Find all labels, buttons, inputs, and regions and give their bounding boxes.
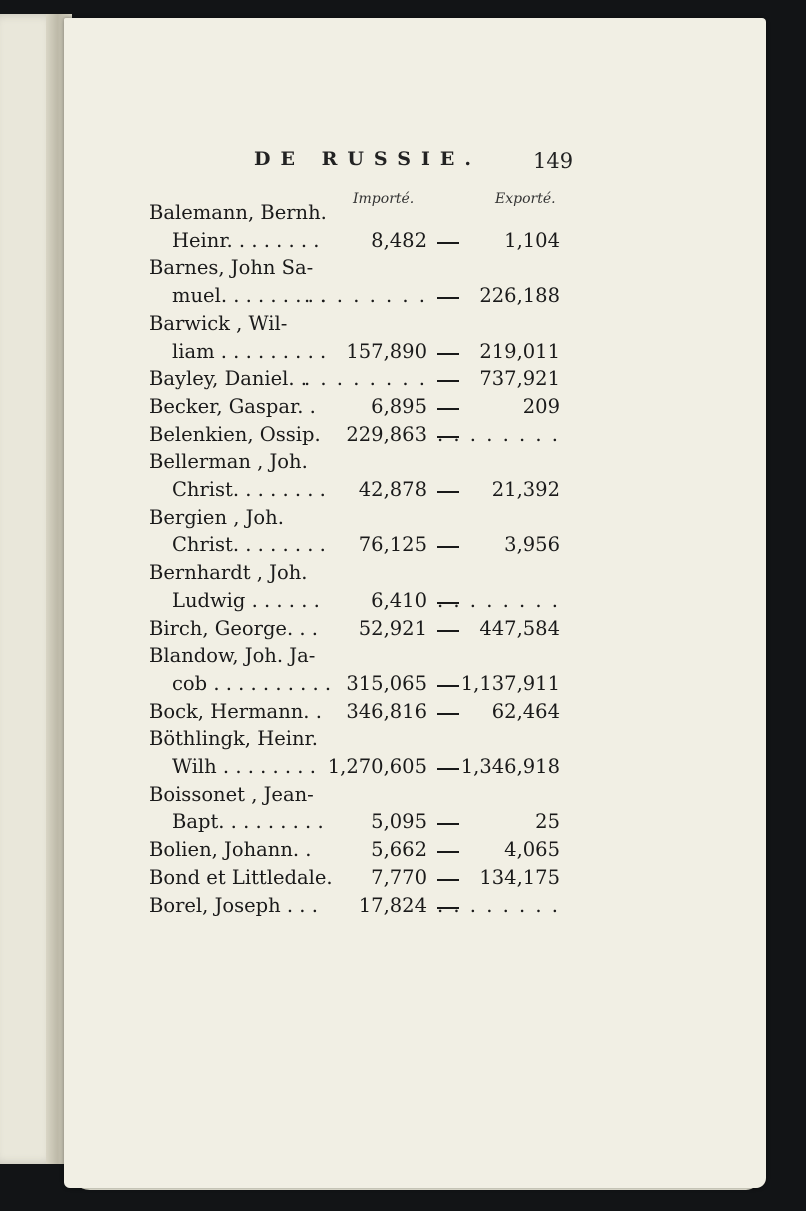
merchant-name: Christ. . . . . . . . (172, 478, 326, 501)
entry-name-line (0, 644, 806, 672)
merchant-name: Bolien, Johann. . (149, 838, 312, 862)
separator-dash (437, 491, 459, 493)
merchant-name: Heinr. . . . . . . . (172, 228, 320, 252)
merchant-name: cob . . . . . . . . . . (172, 671, 332, 695)
merchant-name: Böthlingk, Heinr. (149, 727, 318, 751)
entry-name-line (0, 506, 806, 534)
merchant-name: Barnes, John Sa- (149, 256, 314, 280)
exported-value: 134,175 (479, 865, 560, 889)
exported-value: 219,011 (479, 339, 560, 363)
merchant-name: Birch, George. . . (149, 616, 318, 640)
merchant-name: Christ. . . . . . . . (172, 533, 326, 557)
imported-value: . . . . . . . . (304, 367, 427, 391)
exported-value: 1,346,918 (460, 755, 560, 778)
entry-name-continuation (0, 284, 806, 312)
imported-value: 6,895 (371, 394, 427, 418)
merchant-name: Bayley, Daniel. . (149, 367, 307, 391)
imported-value: 76,125 (358, 533, 427, 557)
entry-name-line (0, 256, 806, 284)
merchant-name: Ludwig . . . . . . (172, 588, 320, 612)
merchant-name: Bellerman , Joh. (149, 450, 308, 474)
imported-value: 1,270,605 (327, 755, 427, 778)
exported-value: 62,464 (491, 699, 560, 723)
imported-value: 8,482 (371, 228, 427, 252)
imported-value: 17,824 (358, 893, 427, 917)
imported-value: 7,770 (371, 865, 427, 889)
separator-dash (437, 380, 459, 382)
exported-value: 21,392 (491, 478, 560, 501)
imported-value: 42,878 (358, 478, 427, 501)
merchant-name: Bernhardt , Joh. (149, 561, 308, 585)
merchant-name: Bond et Littledale. (149, 865, 333, 889)
separator-dash (437, 353, 459, 355)
merchant-name: Bock, Hermann. . (149, 699, 322, 723)
separator-dash (437, 823, 459, 825)
separator-dash (437, 713, 459, 715)
merchant-name: Bapt. . . . . . . . . (172, 810, 324, 834)
entry-name-line (0, 450, 806, 478)
separator-dash (437, 242, 459, 244)
entry-name-line (0, 783, 806, 811)
exported-value: 4,065 (504, 838, 560, 862)
entry-name-line (0, 617, 806, 645)
merchant-name: Balemann, Bernh. (149, 201, 327, 224)
imported-value: 157,890 (346, 339, 427, 363)
separator-dash (437, 685, 459, 687)
separator-dash (437, 768, 459, 770)
exported-value: 3,956 (504, 533, 560, 557)
merchant-name: Boissonet , Jean- (149, 782, 314, 806)
entry-name-line (0, 423, 806, 451)
exported-value: 209 (522, 394, 560, 418)
separator-dash (437, 408, 459, 410)
entry-name-continuation (0, 810, 806, 838)
imported-value: 346,816 (346, 699, 427, 723)
entry-name-line (0, 866, 806, 894)
exported-value: 226,188 (479, 284, 560, 308)
entry-name-continuation (0, 478, 806, 506)
running-head: DE RUSSIE. (254, 148, 481, 170)
merchant-name: Becker, Gaspar. . (149, 394, 316, 418)
entry-name-continuation (0, 533, 806, 561)
separator-dash (437, 297, 459, 299)
entry-name-continuation (0, 340, 806, 368)
merchant-name: Blandow, Joh. Ja- (149, 644, 316, 668)
entry-name-line (0, 395, 806, 423)
merchant-name: Bergien , Joh. (149, 505, 284, 529)
entry-name-line (0, 201, 806, 229)
entry-name-continuation (0, 229, 806, 257)
merchant-name: Wilh . . . . . . . . (172, 755, 316, 778)
entry-name-continuation (0, 672, 806, 700)
imported-value: 52,921 (358, 616, 427, 640)
imported-value: 5,095 (371, 810, 427, 834)
entry-name-continuation (0, 589, 806, 617)
exported-value: 25 (535, 810, 560, 834)
imported-value: 6,410 (371, 588, 427, 612)
imported-value: . . . . . . . . (304, 284, 427, 308)
entry-name-line (0, 367, 806, 395)
entry-name-continuation (0, 755, 806, 783)
entry-name-line (0, 894, 806, 922)
exported-value: 737,921 (479, 367, 560, 391)
imported-value: 229,863 (346, 422, 427, 446)
entry-name-line (0, 561, 806, 589)
imported-value: 5,662 (371, 838, 427, 862)
entry-name-line (0, 312, 806, 340)
merchant-name: Belenkien, Ossip. (149, 422, 321, 446)
separator-dash (437, 851, 459, 853)
exported-value: . . . . . . . . (437, 588, 560, 612)
column-header-exported: Exporté. (495, 191, 556, 207)
separator-dash (437, 546, 459, 548)
page-number: 149 (533, 149, 574, 173)
merchant-name: muel. . . . . . . . . (172, 284, 327, 308)
merchant-name: Barwick , Wil- (149, 311, 288, 335)
imported-value: 315,065 (346, 671, 427, 695)
exported-value: 1,137,911 (460, 671, 560, 695)
entry-name-line (0, 727, 806, 755)
exported-value: 1,104 (504, 228, 560, 252)
column-header-imported: Importé. (353, 191, 415, 207)
merchant-name: Borel, Joseph . . . (149, 893, 318, 917)
merchant-name: liam . . . . . . . . . (172, 339, 327, 363)
separator-dash (437, 630, 459, 632)
entry-name-line (0, 838, 806, 866)
exported-value: . . . . . . . . (437, 422, 560, 446)
separator-dash (437, 879, 459, 881)
exported-value: . . . . . . . . (437, 893, 560, 917)
entry-name-line (0, 700, 806, 728)
exported-value: 447,584 (479, 616, 560, 640)
